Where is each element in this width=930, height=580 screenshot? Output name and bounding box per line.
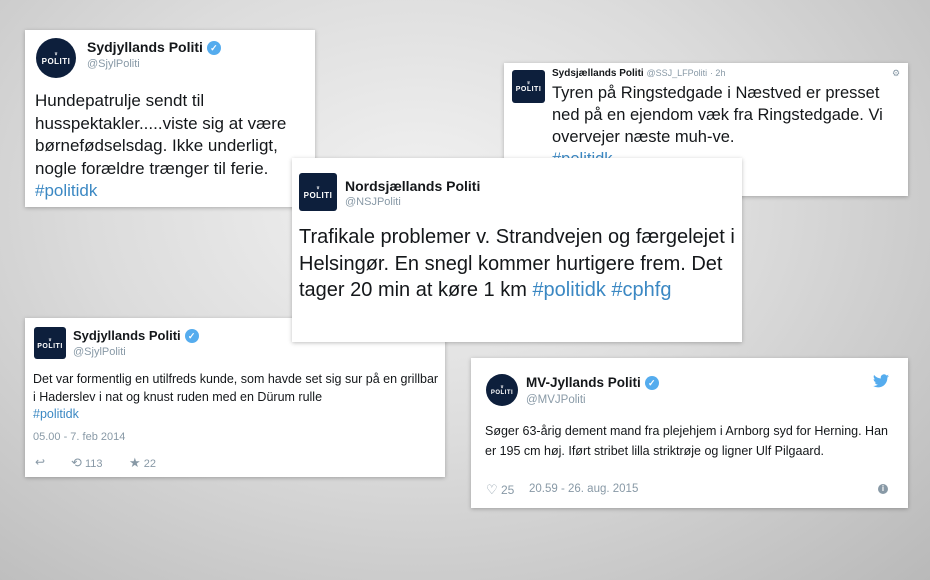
tweet-card-mv-jyllands: [471, 358, 908, 508]
account-name[interactable]: [526, 375, 659, 390]
account-handle[interactable]: @SjylPoliti: [87, 58, 140, 70]
favorite-button[interactable]: [129, 455, 156, 471]
avatar-crest: ♛: [500, 384, 504, 389]
heart-icon: ♡: [486, 482, 498, 497]
retweet-icon: ⟲: [71, 455, 82, 470]
account-name-text: Sydjyllands Politi: [73, 328, 181, 343]
reply-button[interactable]: [35, 455, 45, 469]
avatar[interactable]: [36, 38, 76, 78]
tweet-card-nordsjaellands: [292, 158, 742, 342]
account-name[interactable]: [73, 328, 199, 343]
tweet-text: Søger 63-årig dement mand fra plejehjem i Arnborg syd for Herning. Han er 195 cm høj. Iført stribet lilla striktrøje og ligner Ulf Pilgaard.: [485, 424, 888, 458]
account-name[interactable]: [87, 39, 221, 55]
tweet-body: Det var formentlig en utilfreds kunde, som havde set sig sur på en grillbar i Haderslev i nat og knust ruden med en Dürum rulle: [33, 372, 439, 404]
account-name-text: MV-Jyllands Politi: [526, 375, 641, 390]
account-handle[interactable]: @MVJPoliti: [526, 394, 586, 406]
tweet-text: [299, 224, 739, 304]
star-icon: ★: [129, 455, 141, 470]
account-name[interactable]: Nordsjællands Politi: [345, 178, 481, 194]
account-name[interactable]: [552, 68, 725, 79]
tweet-body: Tyren på Ringstedgade i Næstved er presset ned på en ejendom væk fra Ringstedgade. Vi overvejer næste muh-ve.: [552, 84, 883, 146]
reply-icon: ↩: [35, 455, 46, 469]
info-icon[interactable]: i: [878, 484, 888, 494]
like-count: 25: [501, 483, 515, 497]
account-handle[interactable]: @SSJ_LFPoliti: [646, 68, 708, 78]
tweet-text: [33, 371, 441, 424]
settings-icon[interactable]: ⚙: [892, 68, 901, 78]
tweet-body: Trafikale problemer v. Strandvejen og færgelejet i Helsingør. En snegl kommer hurtigere frem. Det tager 20 min at køre 1 km: [299, 226, 735, 301]
avatar-crest: ♛: [48, 336, 52, 342]
favorite-count: 22: [143, 458, 156, 470]
tweet-text: [35, 90, 310, 203]
tweet-text: [552, 82, 904, 170]
avatar-label: POLITI: [515, 86, 542, 93]
verified-icon: ✓: [645, 376, 659, 390]
account-handle[interactable]: @SjylPoliti: [73, 346, 126, 358]
tweet-timestamp[interactable]: 05.00 - 7. feb 2014: [33, 431, 126, 443]
like-button[interactable]: [486, 482, 514, 498]
account-handle[interactable]: @NSJPoliti: [345, 196, 401, 208]
tweet-body: Hundepatrulje sendt til husspektakler.....viste sig at være børnefødselsdag. Ikke underligt, nogle forældre trænger til ferie.: [35, 91, 287, 178]
avatar[interactable]: [299, 173, 337, 211]
avatar-crest: ♛: [54, 50, 58, 56]
tweet-card-sydjyllands-1: [25, 30, 315, 207]
avatar-label: POLITI: [41, 56, 71, 66]
avatar-crest: ♛: [526, 80, 531, 85]
hashtag-link[interactable]: #politidk: [33, 407, 79, 421]
avatar[interactable]: [486, 374, 518, 406]
avatar[interactable]: [512, 70, 545, 103]
avatar-crest: ♛: [316, 184, 320, 190]
verified-icon: ✓: [185, 329, 199, 343]
avatar-label: POLITI: [490, 390, 514, 396]
hashtag-link[interactable]: #politidk: [35, 181, 98, 200]
tweet-timestamp[interactable]: 20.59 - 26. aug. 2015: [529, 483, 639, 495]
verified-icon: ✓: [207, 41, 221, 55]
retweet-count: 113: [84, 458, 103, 470]
account-name-text: Sydjyllands Politi: [87, 39, 203, 55]
account-name-text: Sydsjællands Politi: [552, 68, 644, 79]
hashtag-link[interactable]: #politidk: [532, 279, 606, 301]
avatar-label: POLITI: [303, 190, 333, 200]
tweet-time[interactable]: · 2h: [709, 68, 726, 78]
hashtag-link[interactable]: #cphfg: [611, 279, 672, 301]
twitter-bird-icon[interactable]: [873, 374, 889, 393]
avatar[interactable]: [34, 327, 66, 359]
retweet-button[interactable]: [71, 455, 103, 471]
avatar-label: POLITI: [37, 342, 63, 350]
